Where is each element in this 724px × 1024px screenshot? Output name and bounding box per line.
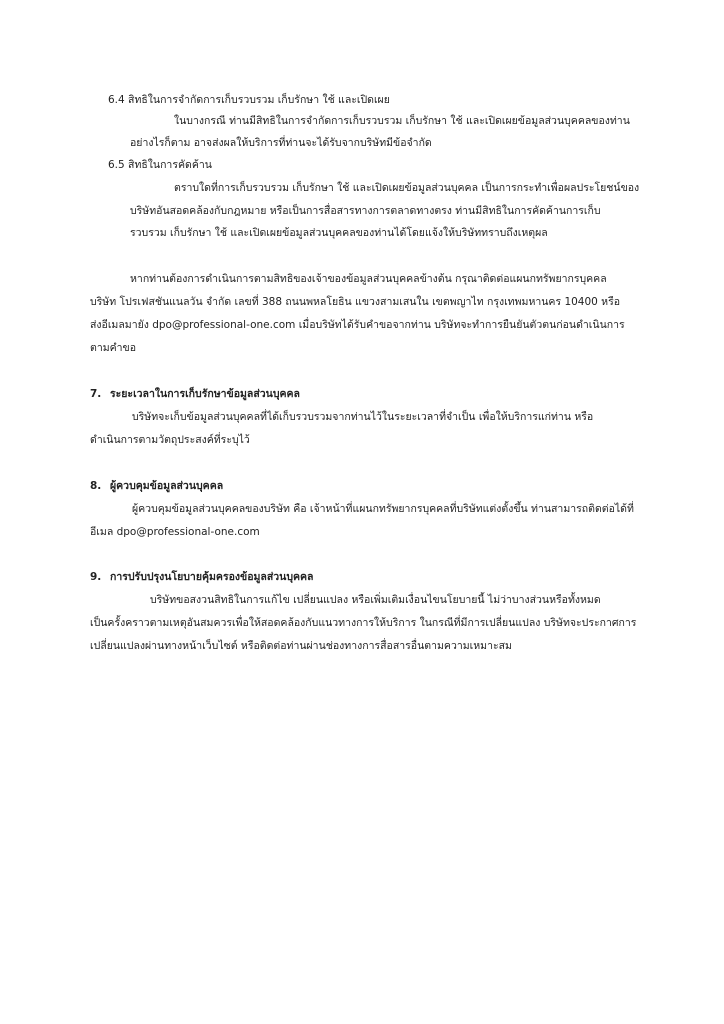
section-8-number: 8. — [90, 480, 102, 492]
section-9-line-1: บริษัทขอสงวนสิทธิในการแก้ไข เปลี่ยนแปลง หรือเพิ่มเติมเงื่อนไขนโยบายนี้ ไม่ว่าบางส่วนหรือทั้งหมด — [150, 594, 601, 606]
section-9-title: การปรับปรุงนโยบายคุ้มครองข้อมูลส่วนบุคคล — [110, 571, 314, 583]
section-7-heading — [90, 387, 300, 401]
section-7-line-1: บริษัทจะเก็บข้อมูลส่วนบุคคลที่ได้เก็บรวบรวมจากท่านไว้ในระยะเวลาที่จำเป็น เพื่อให้บริการแก่ท่าน หรือ — [132, 411, 594, 423]
section-8-line-1: ผู้ควบคุมข้อมูลส่วนบุคคลของบริษัท คือ เจ้าหน้าที่แผนกทรัพยากรบุคคลที่บริษัทแต่งตั้งขึ้น ท่านสามารถติดต่อได้ที่ — [132, 503, 634, 515]
contact-line-1: หากท่านต้องการดำเนินการตามสิทธิของเจ้าของข้อมูลส่วนบุคคลข้างต้น กรุณาติดต่อแผนกทรัพยากรบุคคล — [130, 273, 607, 285]
section-9-number: 9. — [90, 571, 102, 583]
section-9-heading — [90, 570, 314, 584]
section-7-title: ระยะเวลาในการเก็บรักษาข้อมูลส่วนบุคคล — [110, 388, 300, 400]
section-9-line-2: เป็นครั้งคราวตามเหตุอันสมควรเพื่อให้สอดคล้องกับแนวทางการให้บริการ ในกรณีที่มีการเปลี่ยนแปลง บริษัทจะประกาศการ — [90, 617, 637, 629]
section-6-4-heading: 6.4 สิทธิในการจำกัดการเก็บรวบรวม เก็บรักษา ใช้ และเปิดเผย — [108, 94, 390, 106]
section-8-heading — [90, 479, 223, 493]
section-6-5-line-3: รวบรวม เก็บรักษา ใช้ และเปิดเผยข้อมูลส่วนบุคคลของท่านได้โดยแจ้งให้บริษัททราบถึงเหตุผล — [130, 227, 548, 239]
section-6-4-line-1: ในบางกรณี ท่านมีสิทธิในการจำกัดการเก็บรวบรวม เก็บรักษา ใช้ และเปิดเผยข้อมูลส่วนบุคคลของท่าน — [174, 115, 630, 127]
section-7-line-2: ดำเนินการตามวัตถุประสงค์ที่ระบุไว้ — [90, 434, 250, 446]
section-8-title: ผู้ควบคุมข้อมูลส่วนบุคคล — [110, 480, 224, 492]
contact-line-3: ส่งอีเมลมายัง dpo@professional-one.com เมื่อบริษัทได้รับคำขอจากท่าน บริษัทจะทำการยืนยันตัวตนก่อนดำเนินการ — [90, 319, 625, 331]
section-9-line-3: เปลี่ยนแปลงผ่านทางหน้าเว็บไซต์ หรือติดต่อท่านผ่านช่องทางการสื่อสารอื่นตามความเหมาะสม — [90, 640, 512, 652]
contact-line-2: บริษัท โปรเฟสชันแนลวัน จำกัด เลขที่ 388 ถนนพหลโยธิน แขวงสามเสนใน เขตพญาไท กรุงเทพมหานคร 10400 หรือ — [90, 296, 621, 308]
section-6-5-line-2: บริษัทอันสอดคล้องกับกฎหมาย หรือเป็นการสื่อสารทางการตลาดทางตรง ท่านมีสิทธิในการคัดค้านการเก็บ — [130, 205, 601, 217]
section-8-line-2: อีเมล dpo@professional-one.com — [90, 526, 260, 538]
contact-line-4: ตามคำขอ — [90, 342, 137, 354]
section-6-5-line-1: ตราบใดที่การเก็บรวบรวม เก็บรักษา ใช้ และเปิดเผยข้อมูลส่วนบุคคล เป็นการกระทำเพื่อผลประโยชน์ของ — [174, 182, 640, 194]
section-6-4-line-2: อย่างไรก็ตาม อาจส่งผลให้บริการที่ท่านจะได้รับจากบริษัทมีข้อจำกัด — [130, 137, 432, 149]
section-6-5-heading: 6.5 สิทธิในการคัดค้าน — [108, 159, 212, 171]
section-7-number: 7. — [90, 388, 102, 400]
